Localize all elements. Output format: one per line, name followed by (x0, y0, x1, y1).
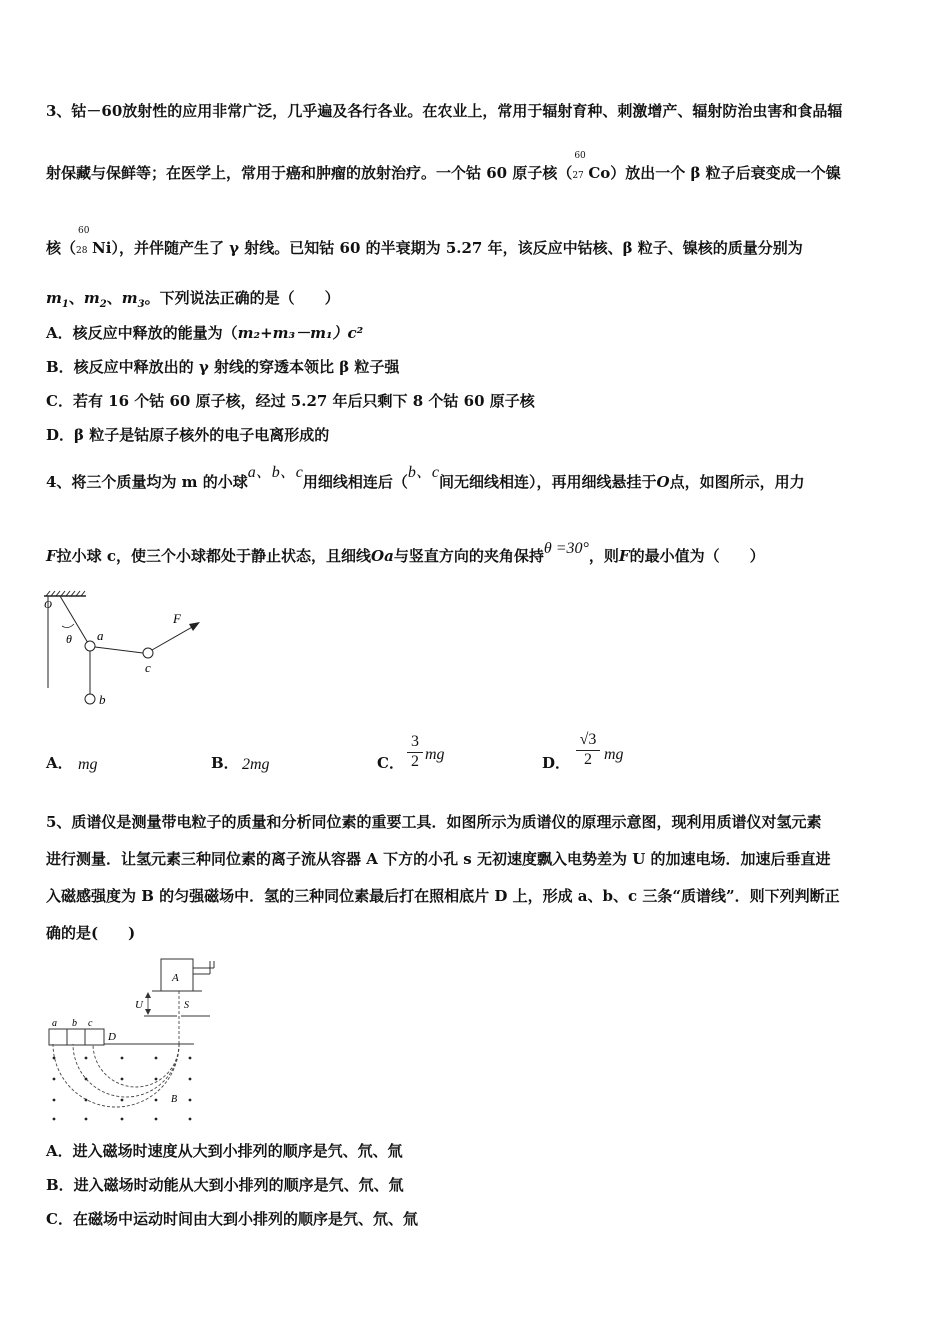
fig-label-b: b (99, 692, 106, 707)
co-symbol: Co (588, 164, 611, 182)
nickel-isotope-notation (76, 226, 92, 259)
q3-line4: $m_1$、$m_2$、$m_3$。下列说法正确的是（ ） (46, 289, 340, 310)
q3-option-a (46, 323, 363, 343)
fig-label-field-b: B (171, 1094, 178, 1105)
q3-option-a-suffix: ）c² (332, 324, 364, 342)
q5-line1: 5、质谱仪是测量带电粒子的质量和分析同位素的重要工具．如图所示为质谱仪的原理示意图，现利用质谱仪对氢元素 (46, 813, 822, 831)
fig-label-line-c: c (88, 1018, 93, 1029)
q3-line1: 3、钴－60放射性的应用非常广泛，几乎遍及各行各业。在农业上，常用于辐射育种、刺激增产、辐射防治虫害和食品辐 (46, 102, 843, 120)
q3-line3-a: 核（ (46, 239, 77, 257)
fig-label-d: D (108, 1031, 116, 1043)
q3-option-d: D．β 粒子是钴原子核外的电子电离形成的 (46, 426, 330, 444)
co-mass-number: 60 (574, 151, 586, 161)
q5-option-a: A．进入磁场时速度从大到小排列的顺序是氕、氘、氚 (46, 1142, 403, 1160)
q5-option-c: C．在磁场中运动时间由大到小排列的顺序是氕、氘、氚 (46, 1210, 418, 1228)
q5-option-b: B．进入磁场时动能从大到小排列的顺序是氕、氘、氚 (46, 1176, 404, 1194)
q4-line2-f: 的最小值为（ ） (629, 547, 765, 565)
q4-option-d-label: D． (542, 754, 571, 772)
cobalt-isotope-notation (572, 151, 588, 184)
q4-point-o: O (656, 473, 670, 491)
q4-option-a-label: A． (46, 754, 73, 772)
q5-mass-spectrometer-figure (44, 956, 224, 1126)
q4-option-d-fraction (576, 731, 600, 769)
q4-line2 (46, 540, 765, 567)
q4-force-f2: F (618, 547, 630, 565)
q5-line4: 确的是( ) (46, 924, 136, 942)
q3-line2-b: ）放出一个 β 粒子后衰变成一个镍 (610, 164, 841, 182)
q3-line2 (46, 151, 841, 184)
q4-option-d-num: √3 (579, 731, 597, 748)
q4-line2-d: ，则 (588, 547, 619, 565)
q5-line2: 进行测量．让氢元素三种同位素的离子流从容器 A 下方的小孔 s 无初速度飘入电势差为 U 的加速电场．加速后垂直进 (46, 850, 831, 868)
q3-option-a-expr: m₂+m₃－m₁ (237, 324, 333, 342)
q4-option-b-expr: 2mg (242, 756, 270, 773)
fig-label-o: O (44, 599, 52, 611)
q4-option-d (542, 752, 570, 773)
q4-line1-b: 用细线相连后（ (302, 473, 408, 491)
q3-line4-rest: 。下列说法正确的是（ ） (144, 289, 340, 307)
q3-line3 (46, 226, 803, 259)
q4-line1-d: 点，如图所示，用力 (669, 473, 805, 491)
ni-mass-number: 60 (78, 226, 90, 236)
co-atomic-number: 27 (572, 171, 584, 181)
q4-line2-b: 拉小球 c，使三个小球都处于静止状态，且细线 (56, 547, 372, 565)
q4-line2-c: 与竖直方向的夹角保持 (393, 547, 544, 565)
q3-line2-a: 射保藏与保鲜等；在医学上，常用于癌和肿瘤的放射治疗。一个钴 60 原子核（ (46, 164, 573, 182)
q4-line1-a: 4、将三个质量均为 m 的小球 (46, 473, 248, 491)
fig-label-f: F (173, 611, 181, 626)
q4-force-f: F (46, 547, 57, 565)
fig-label-line-b: b (72, 1018, 77, 1029)
q4-option-c (377, 752, 404, 773)
q4-option-c-fraction (407, 733, 423, 771)
q4-balls-abc: a、b、c (247, 464, 303, 481)
q4-line1 (46, 464, 805, 493)
q3-option-c: C．若有 16 个钴 60 原子核，经过 5.27 年后只剩下 8 个钴 60 原子核 (46, 392, 535, 410)
q4-option-b (211, 752, 239, 773)
q3-option-b: B．核反应中释放出的 γ 射线的穿透本领比 β 粒子强 (46, 358, 400, 376)
fig-label-u: U (135, 999, 143, 1011)
q4-line1-c: 间无细线相连），再用细线悬挂于 (439, 473, 657, 491)
q5-line3: 入磁感强度为 B 的匀强磁场中．氢的三种同位素最后打在照相底片 D 上，形成 a、b、c 三条“质谱线”．则下列判断正 (46, 887, 840, 905)
q4-option-d-den: 2 (576, 750, 600, 769)
q4-option-a-expr: mg (78, 756, 98, 773)
ni-symbol: Ni (92, 239, 112, 257)
q4-pendulum-figure (40, 588, 210, 713)
q3-line3-b: ），并伴随产生了 γ 射线。已知钴 60 的半衰期为 5.27 年，该反应中钴核、β 粒子、镍核的质量分别为 (111, 239, 803, 257)
q4-option-c-expr: mg (425, 746, 445, 763)
q4-option-c-label: C． (377, 754, 404, 772)
q3-option-a-prefix: A．核反应中释放的能量为（ (46, 324, 238, 342)
fig-label-a: a (97, 628, 104, 643)
q4-theta-expr: θ =30° (543, 540, 589, 557)
q4-option-b-label: B． (211, 754, 239, 772)
ni-atomic-number: 28 (76, 246, 88, 256)
q4-option-c-den: 2 (407, 752, 423, 771)
q4-option-a (46, 752, 73, 773)
fig-label-line-a: a (52, 1018, 57, 1029)
fig-label-s: S (184, 1000, 189, 1011)
fig-label-theta: θ (66, 632, 72, 646)
q4-balls-bc: b、c (407, 464, 439, 481)
q4-option-c-num: 3 (411, 733, 419, 750)
q4-option-d-expr: mg (604, 746, 624, 763)
magnetic-field-dots (53, 1057, 192, 1121)
fig-label-c: c (145, 660, 151, 675)
q4-oa: Oa (371, 547, 394, 565)
fig-label-container-a: A (172, 972, 179, 984)
